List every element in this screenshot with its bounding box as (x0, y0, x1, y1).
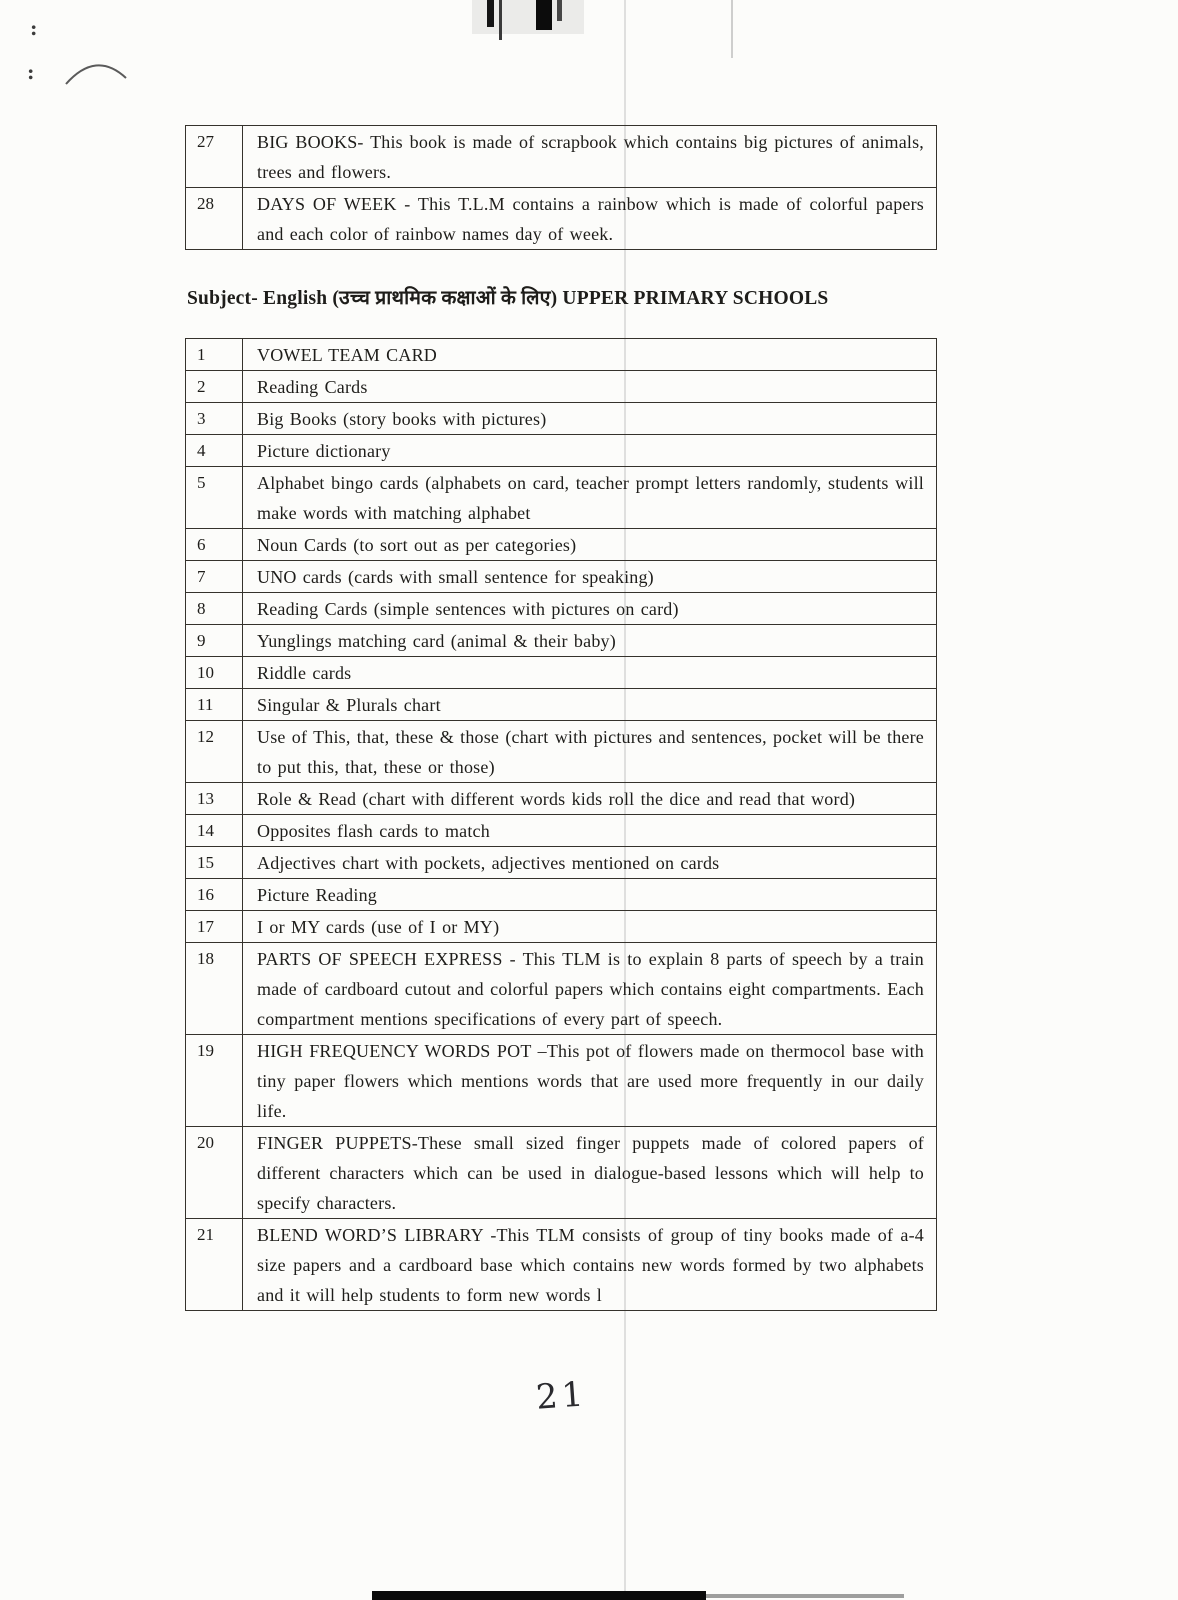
row-serial-number: 28 (186, 188, 243, 249)
row-description: Riddle cards (257, 663, 352, 683)
tlm-table-continued (185, 125, 937, 250)
table-row (186, 561, 936, 593)
row-description: UNO cards (cards with small sentence for speaking) (257, 567, 654, 587)
row-serial-number: 27 (186, 126, 243, 187)
row-serial-number: 18 (186, 943, 243, 1034)
tlm-table-english-upper-primary (185, 338, 937, 1311)
margin-ink-mark: : (30, 16, 38, 40)
row-description: HIGH FREQUENCY WORDS POT –This pot of flowers made on thermocol base with tiny paper flowers which mentions words that are used more frequently in our daily life. (257, 1041, 924, 1121)
row-serial-number: 8 (186, 593, 243, 624)
row-serial-number: 16 (186, 879, 243, 910)
table-row (186, 847, 936, 879)
row-serial-number: 20 (186, 1127, 243, 1218)
margin-ink-mark: : (27, 60, 35, 84)
table-row (186, 403, 936, 435)
table-row (186, 689, 936, 721)
table-row (186, 467, 936, 529)
row-serial-number: 6 (186, 529, 243, 560)
scan-artifact (487, 0, 494, 27)
row-serial-number: 14 (186, 815, 243, 846)
row-description: Reading Cards (257, 377, 368, 397)
row-description: Singular & Plurals chart (257, 695, 441, 715)
table-row (186, 126, 936, 188)
row-serial-number: 9 (186, 625, 243, 656)
row-description: VOWEL TEAM CARD (257, 345, 437, 365)
row-description: Picture Reading (257, 885, 377, 905)
row-serial-number: 2 (186, 371, 243, 402)
table-row (186, 188, 936, 249)
row-serial-number: 12 (186, 721, 243, 782)
table-row (186, 593, 936, 625)
heading-hindi: (उच्च प्राथमिक कक्षाओं के लिए) (332, 288, 558, 309)
heading-schools: UPPER PRIMARY SCHOOLS (562, 288, 829, 309)
table-row (186, 1035, 936, 1127)
table-row (186, 1219, 936, 1310)
row-description: BIG BOOKS- This book is made of scrapbook which contains big pictures of animals, trees and flowers. (257, 132, 924, 182)
pen-stroke-curve (64, 60, 128, 88)
row-serial-number: 15 (186, 847, 243, 878)
row-description: FINGER PUPPETS-These small sized finger puppets made of colored papers of different characters which can be used in dialogue-based lessons which will help to specify characters. (257, 1133, 924, 1213)
row-serial-number: 11 (186, 689, 243, 720)
row-serial-number: 5 (186, 467, 243, 528)
row-description: Alphabet bingo cards (alphabets on card, teacher prompt letters randomly, students will make words with matching alphabet (257, 473, 924, 523)
row-serial-number: 10 (186, 657, 243, 688)
row-description: Role & Read (chart with different words kids roll the dice and read that word) (257, 789, 856, 809)
row-description: PARTS OF SPEECH EXPRESS - This TLM is to explain 8 parts of speech by a train made of cardboard cutout and colorful papers which contains eight compartments. Each compartment mentions specifications of every part of speech. (257, 949, 924, 1029)
row-description: BLEND WORD’S LIBRARY -This TLM consists of group of tiny books made of a-4 size papers and a cardboard base which contains new words formed by two alphabets and it will help students to form new words l (257, 1225, 924, 1305)
row-description: Use of This, that, these & those (chart with pictures and sentences, pocket will be there to put this, that, these or those) (257, 727, 924, 777)
table-row (186, 815, 936, 847)
section-heading (187, 286, 937, 312)
row-serial-number: 4 (186, 435, 243, 466)
document-content (185, 125, 937, 1311)
scan-artifact (536, 0, 552, 30)
scan-artifact (706, 1594, 904, 1598)
scan-artifact (731, 0, 733, 58)
row-serial-number: 19 (186, 1035, 243, 1126)
handwritten-page-number: 21 (534, 1374, 589, 1418)
table-row (186, 721, 936, 783)
row-serial-number: 3 (186, 403, 243, 434)
table-row (186, 657, 936, 689)
row-description: Big Books (story books with pictures) (257, 409, 547, 429)
table-row (186, 339, 936, 371)
table-row (186, 943, 936, 1035)
table-row (186, 371, 936, 403)
table-row (186, 529, 936, 561)
row-description: DAYS OF WEEK - This T.L.M contains a rainbow which is made of colorful papers and each color of rainbow names day of week. (257, 194, 924, 244)
row-serial-number: 17 (186, 911, 243, 942)
row-serial-number: 7 (186, 561, 243, 592)
row-description: Noun Cards (to sort out as per categories) (257, 535, 577, 555)
row-serial-number: 21 (186, 1219, 243, 1310)
table-row (186, 879, 936, 911)
table-row (186, 1127, 936, 1219)
row-serial-number: 13 (186, 783, 243, 814)
scan-artifact (372, 1591, 706, 1600)
table-row (186, 911, 936, 943)
scan-artifact (557, 0, 562, 21)
row-description: Adjectives chart with pockets, adjectives mentioned on cards (257, 853, 720, 873)
row-serial-number: 1 (186, 339, 243, 370)
heading-subject: Subject- English (187, 288, 328, 309)
row-description: Opposites flash cards to match (257, 821, 490, 841)
table-row (186, 435, 936, 467)
row-description: Reading Cards (simple sentences with pictures on card) (257, 599, 679, 619)
row-description: Picture dictionary (257, 441, 391, 461)
scan-artifact (499, 0, 502, 40)
table-row (186, 783, 936, 815)
table-row (186, 625, 936, 657)
row-description: I or MY cards (use of I or MY) (257, 917, 500, 937)
row-description: Yunglings matching card (animal & their baby) (257, 631, 616, 651)
